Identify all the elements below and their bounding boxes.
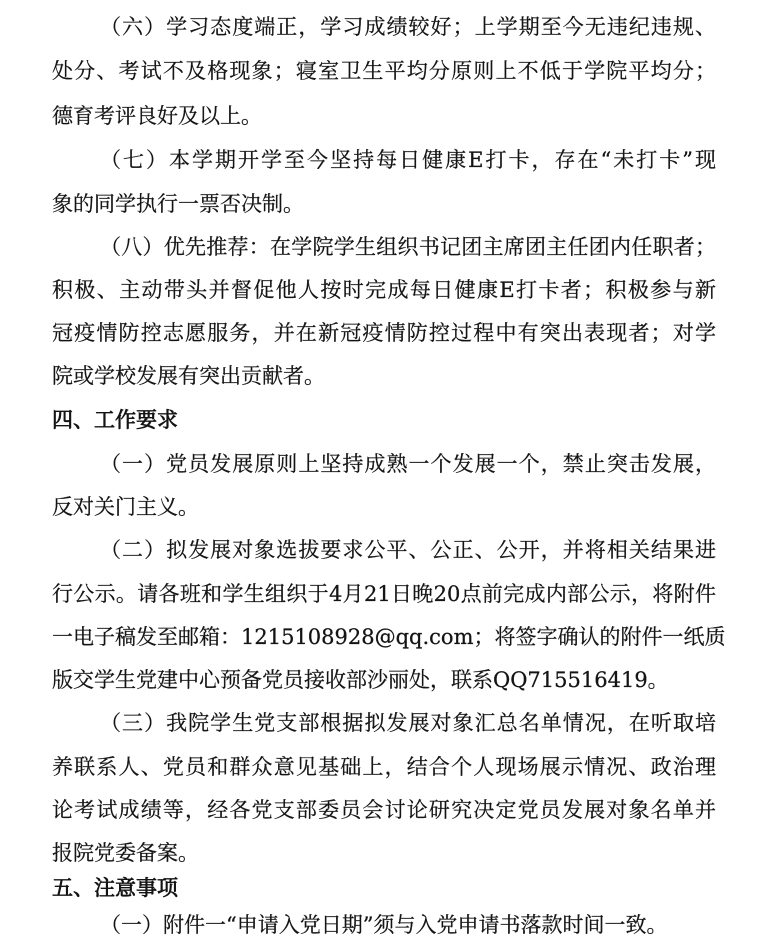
requirement-2-line-4: 版交学生党建中心预备党员接收部沙丽处，联系QQ715516419。 — [52, 668, 669, 692]
paragraph-7-line-1: （七）本学期开学至今坚持每日健康E打卡，存在“未打卡”现 — [100, 148, 716, 172]
requirement-1-line-1: （一）党员发展原则上坚持成熟一个发展一个，禁止突击发展， — [100, 452, 716, 476]
paragraph-8-line-2: 积极、主动带头并督促他人按时完成每日健康E打卡者；积极参与新 — [52, 278, 716, 302]
section-heading-notes: 五、注意事项 — [52, 876, 178, 900]
paragraph-7-line-2: 象的同学执行一票否决制。 — [52, 192, 304, 216]
paragraph-6-line-1: （六）学习态度端正，学习成绩较好；上学期至今无违纪违规、 — [100, 15, 716, 39]
requirement-2-line-1: （二）拟发展对象选拔要求公平、公正、公开，并将相关结果进 — [100, 538, 716, 562]
requirement-2-line-2: 行公示。请各班和学生组织于4月21日晚20点前完成内部公示，将附件 — [52, 582, 716, 606]
note-1-line-1: （一）附件一“申请入党日期”须与入党申请书落款时间一致。 — [100, 913, 668, 937]
paragraph-6-line-3: 德育考评良好及以上。 — [52, 104, 262, 128]
requirement-3-line-2: 养联系人、党员和群众意见基础上，结合个人现场展示情况、政治理 — [52, 755, 716, 779]
requirement-2-line-3: 一电子稿发至邮箱：1215108928@qq.com；将签字确认的附件一纸质 — [52, 625, 726, 649]
paragraph-6-line-2: 处分、考试不及格现象；寝室卫生平均分原则上不低于学院平均分； — [52, 59, 716, 83]
requirement-3-line-4: 报院党委备案。 — [52, 841, 199, 865]
requirement-3-line-3: 论考试成绩等，经各党支部委员会讨论研究决定党员发展对象名单并 — [52, 798, 716, 822]
requirement-3-line-1: （三）我院学生党支部根据拟发展对象汇总名单情况，在听取培 — [100, 711, 716, 735]
paragraph-8-line-4: 院或学校发展有突出贡献者。 — [52, 364, 325, 388]
requirement-1-line-2: 反对关门主义。 — [52, 495, 199, 519]
section-heading-work-requirements: 四、工作要求 — [52, 408, 178, 432]
paragraph-8-line-3: 冠疫情防控志愿服务，并在新冠疫情防控过程中有突出表现者；对学 — [52, 321, 716, 345]
paragraph-8-line-1: （八）优先推荐：在学院学生组织书记团主席团主任团内任职者； — [100, 235, 716, 259]
